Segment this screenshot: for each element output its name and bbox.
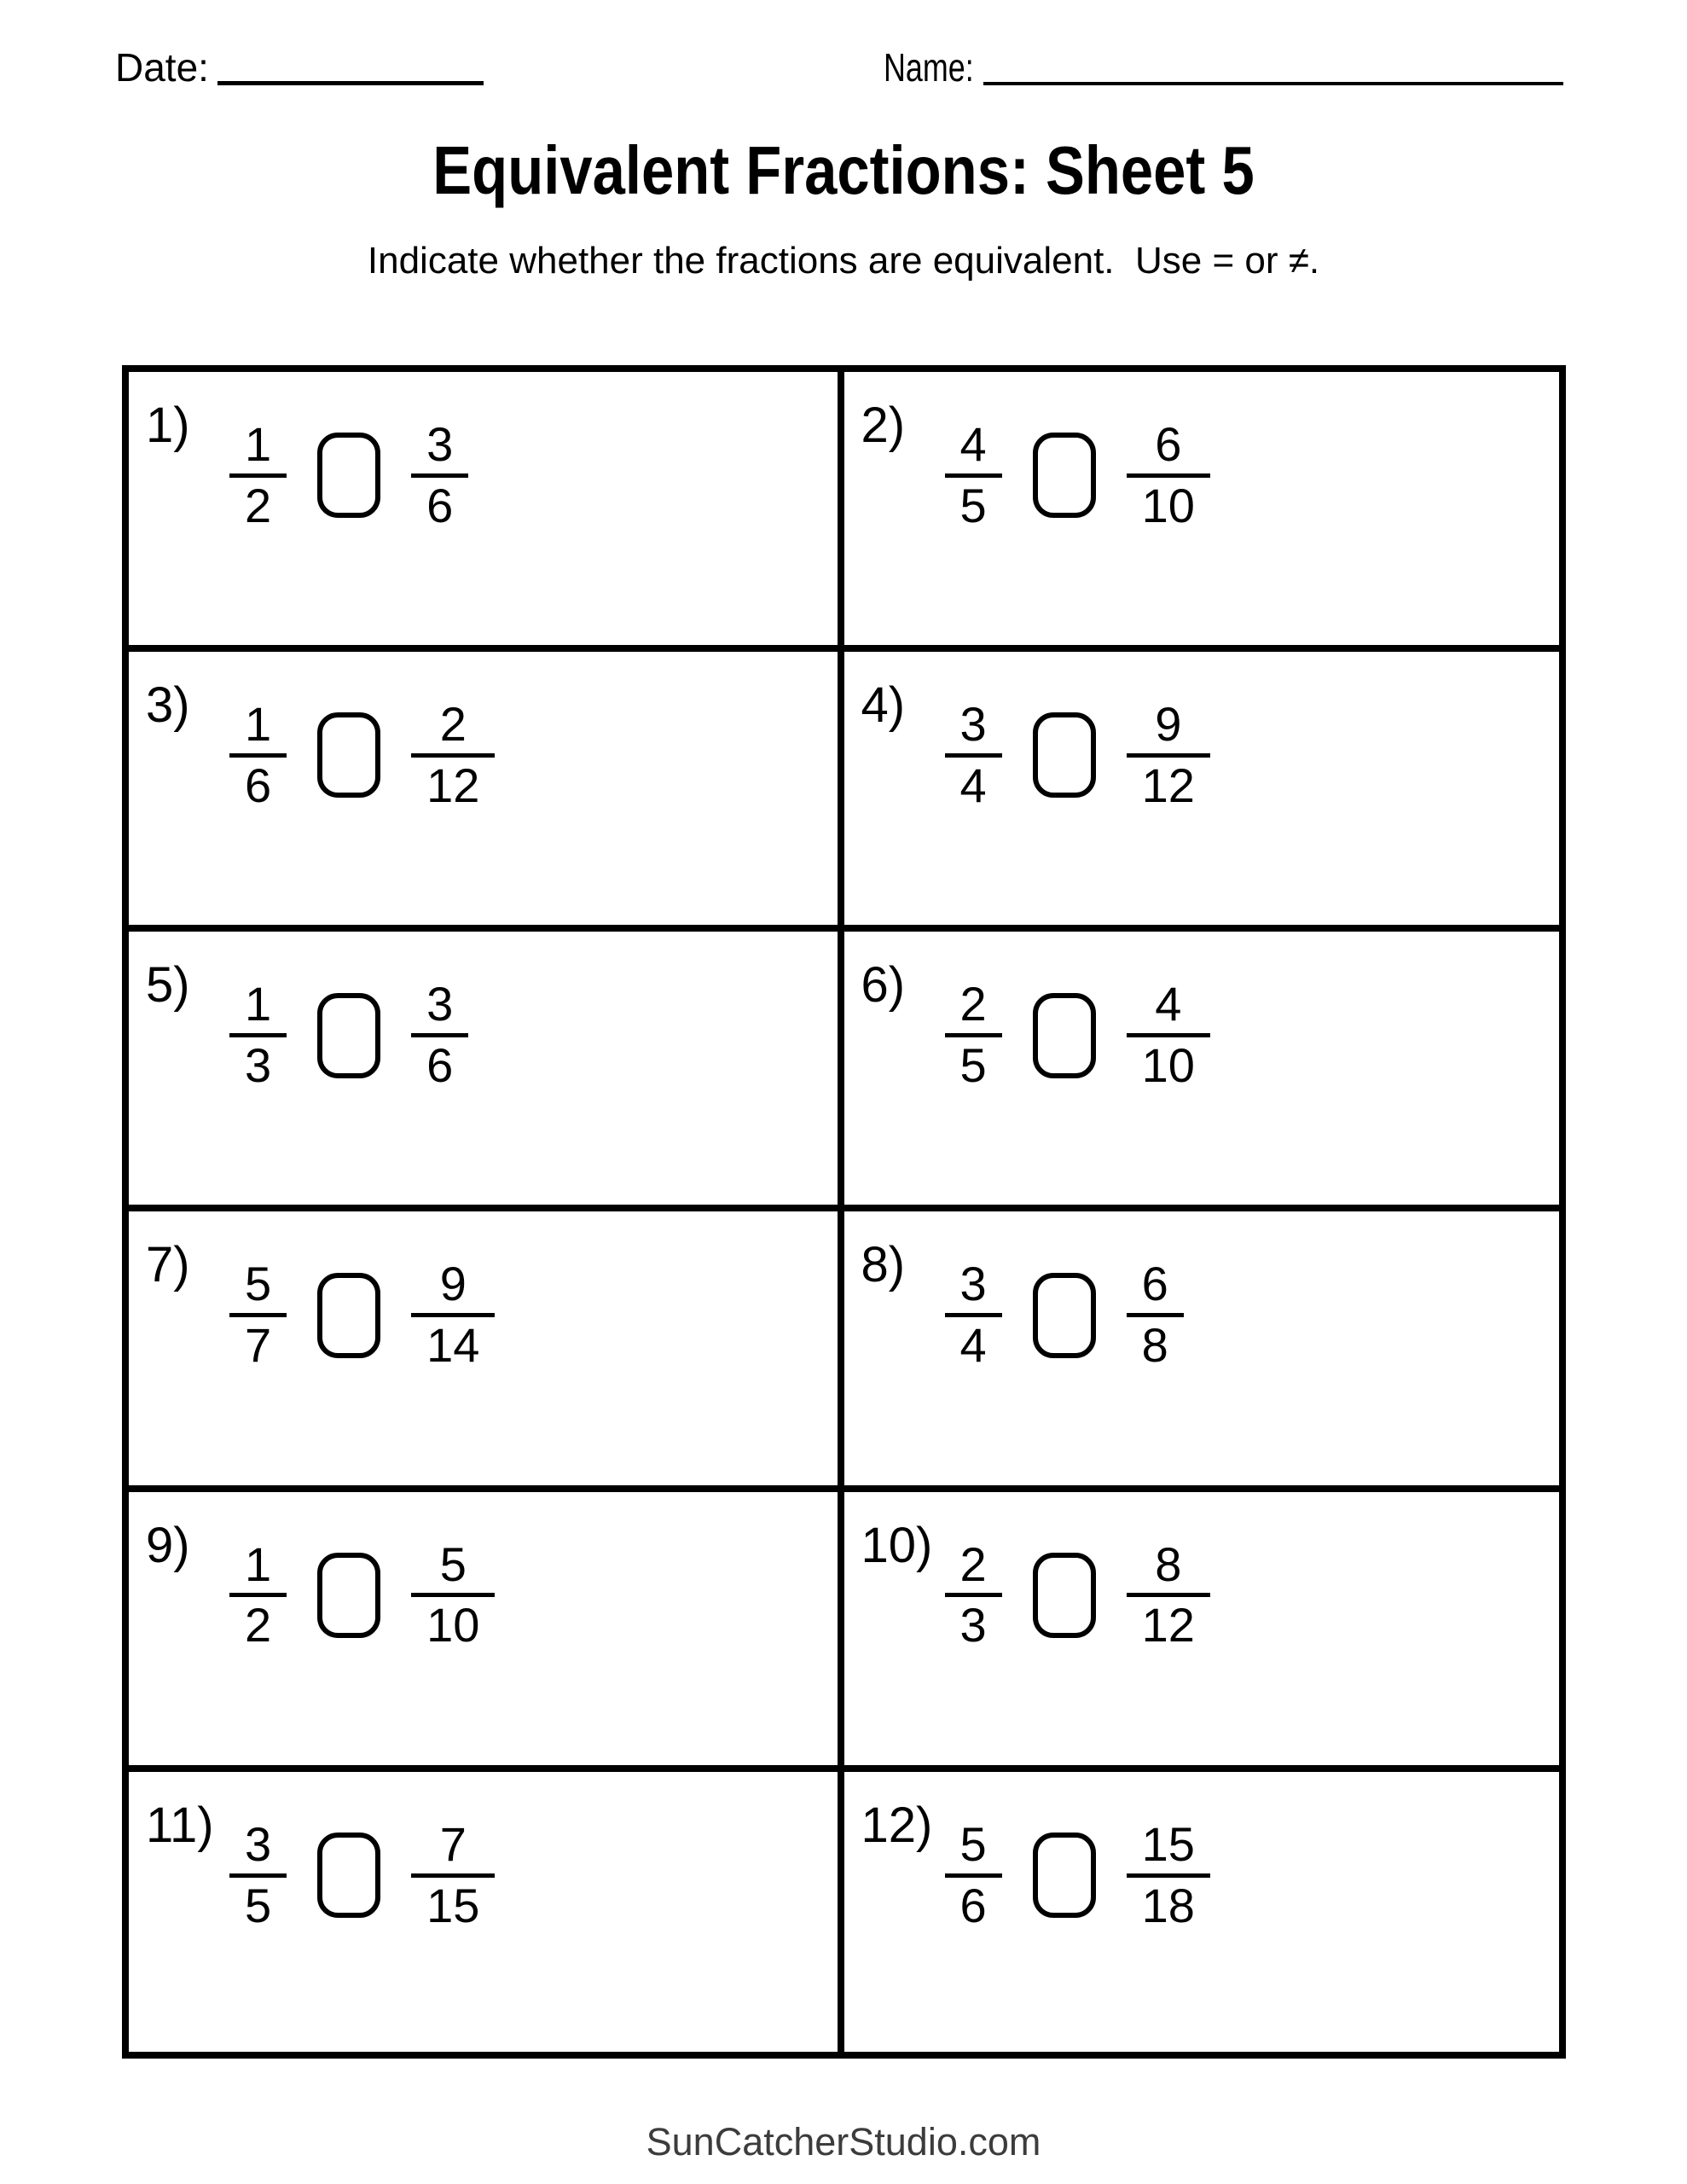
fraction-denominator: 6 xyxy=(426,1038,454,1093)
problem-number: 7) xyxy=(146,1237,190,1293)
problem-number: 2) xyxy=(861,398,906,453)
problem-expression xyxy=(229,1816,495,1932)
answer-box[interactable] xyxy=(317,993,380,1078)
instruction-text: Indicate whether the fractions are equivalent. Use = or ≠. xyxy=(367,240,1320,282)
fraction-denominator: 3 xyxy=(959,1598,987,1653)
fraction-denominator: 6 xyxy=(426,478,454,532)
problem-cell-7 xyxy=(129,1211,844,1491)
fraction-numerator: 5 xyxy=(959,1816,987,1871)
fraction-bar xyxy=(1127,1033,1210,1037)
fraction-bar xyxy=(229,753,287,758)
fraction-denominator: 6 xyxy=(959,1878,987,1932)
fraction-numerator: 3 xyxy=(426,417,454,471)
fraction-left xyxy=(945,417,1002,532)
fraction-left xyxy=(229,979,287,1091)
fraction-bar xyxy=(411,1313,495,1317)
problem-cell-10 xyxy=(844,1492,1560,1772)
problem-expression xyxy=(945,1816,1210,1932)
problem-expression xyxy=(945,979,1210,1091)
fraction-numerator: 1 xyxy=(245,977,272,1031)
fraction-left xyxy=(229,1816,287,1932)
fraction-numerator: 1 xyxy=(245,697,272,752)
answer-box[interactable] xyxy=(317,712,380,798)
name-field-group xyxy=(884,45,1563,90)
fraction-left xyxy=(229,417,287,532)
fraction-bar xyxy=(411,753,495,758)
fraction-denominator: 18 xyxy=(1141,1878,1195,1932)
problem-number: 10) xyxy=(861,1517,933,1573)
answer-box[interactable] xyxy=(317,1833,380,1918)
fraction-right xyxy=(411,979,468,1091)
fraction-numerator: 7 xyxy=(439,1816,467,1871)
answer-box[interactable] xyxy=(1033,712,1096,798)
fraction-denominator: 10 xyxy=(426,1598,480,1653)
fraction-numerator: 3 xyxy=(959,1257,987,1311)
fraction-right xyxy=(1127,979,1210,1091)
fraction-denominator: 12 xyxy=(1141,758,1195,812)
fraction-left xyxy=(229,1259,287,1371)
answer-box[interactable] xyxy=(1033,1553,1096,1638)
problem-cell-2 xyxy=(844,372,1560,652)
problem-expression xyxy=(945,417,1210,532)
name-label: Name: xyxy=(884,45,974,90)
fraction-numerator: 3 xyxy=(245,1816,272,1871)
problem-cell-1 xyxy=(129,372,844,652)
answer-box[interactable] xyxy=(1033,1833,1096,1918)
fraction-denominator: 14 xyxy=(426,1318,480,1373)
fraction-numerator: 6 xyxy=(1141,1257,1168,1311)
problem-number: 11) xyxy=(146,1797,214,1853)
fraction-denominator: 2 xyxy=(245,478,272,532)
fraction-left xyxy=(945,697,1002,812)
fraction-bar xyxy=(411,473,468,478)
fraction-bar xyxy=(411,1033,468,1037)
date-input-line[interactable] xyxy=(217,81,484,85)
fraction-bar xyxy=(411,1873,495,1878)
problem-cell-11 xyxy=(129,1772,844,2052)
fraction-right xyxy=(1127,1536,1210,1653)
problem-expression xyxy=(229,979,468,1091)
problem-cell-4 xyxy=(844,652,1560,932)
fraction-right xyxy=(411,697,495,812)
problem-cell-5 xyxy=(129,932,844,1211)
fraction-denominator: 5 xyxy=(959,1038,987,1093)
problem-expression xyxy=(945,697,1210,812)
fraction-denominator: 3 xyxy=(245,1038,272,1093)
fraction-left xyxy=(945,1816,1002,1932)
fraction-right xyxy=(411,1816,495,1932)
fraction-numerator: 1 xyxy=(245,417,272,471)
fraction-numerator: 9 xyxy=(439,1257,467,1311)
fraction-denominator: 2 xyxy=(245,1598,272,1653)
fraction-bar xyxy=(229,473,287,478)
problem-cell-3 xyxy=(129,652,844,932)
fraction-numerator: 4 xyxy=(959,417,987,471)
problem-expression xyxy=(229,1536,495,1653)
fraction-denominator: 4 xyxy=(959,1318,987,1373)
answer-box[interactable] xyxy=(317,433,380,518)
fraction-numerator: 5 xyxy=(439,1536,467,1591)
fraction-right xyxy=(1127,1816,1210,1932)
fraction-numerator: 1 xyxy=(245,1536,272,1591)
problem-number: 5) xyxy=(146,957,190,1014)
fraction-bar xyxy=(945,1033,1002,1037)
fraction-right xyxy=(411,1536,495,1653)
problems-grid xyxy=(122,365,1566,2059)
date-label: Date: xyxy=(115,45,209,90)
fraction-numerator: 2 xyxy=(959,1536,987,1591)
fraction-bar xyxy=(1127,1313,1184,1317)
problem-cell-8 xyxy=(844,1211,1560,1491)
problem-number: 8) xyxy=(861,1237,906,1293)
fraction-denominator: 10 xyxy=(1141,478,1195,532)
problem-number: 12) xyxy=(861,1797,933,1853)
fraction-bar xyxy=(1127,1593,1210,1597)
fraction-bar xyxy=(945,1593,1002,1597)
fraction-bar xyxy=(229,1593,287,1597)
fraction-denominator: 10 xyxy=(1141,1038,1195,1093)
fraction-denominator: 6 xyxy=(245,758,272,812)
fraction-denominator: 12 xyxy=(1141,1598,1195,1653)
fraction-bar xyxy=(229,1873,287,1878)
fraction-right xyxy=(1127,697,1210,812)
problem-expression xyxy=(945,1536,1210,1653)
problem-cell-6 xyxy=(844,932,1560,1211)
fraction-numerator: 2 xyxy=(959,977,987,1031)
fraction-bar xyxy=(229,1033,287,1037)
fraction-bar xyxy=(1127,1873,1210,1878)
fraction-right xyxy=(411,417,468,532)
fraction-numerator: 3 xyxy=(426,977,454,1031)
answer-box[interactable] xyxy=(1033,1273,1096,1358)
answer-box[interactable] xyxy=(317,1273,380,1358)
problem-expression xyxy=(945,1259,1184,1371)
fraction-bar xyxy=(411,1593,495,1597)
fraction-bar xyxy=(1127,753,1210,758)
fraction-numerator: 8 xyxy=(1155,1536,1182,1591)
fraction-bar xyxy=(229,1313,287,1317)
fraction-numerator: 5 xyxy=(245,1257,272,1311)
fraction-bar xyxy=(945,753,1002,758)
problem-number: 4) xyxy=(861,677,906,734)
fraction-bar xyxy=(945,473,1002,478)
fraction-numerator: 2 xyxy=(439,697,467,752)
problem-number: 3) xyxy=(146,677,190,734)
fraction-left xyxy=(945,1536,1002,1653)
problem-expression xyxy=(229,1259,495,1371)
fraction-right xyxy=(1127,417,1210,532)
problem-cell-9 xyxy=(129,1492,844,1772)
name-input-line[interactable] xyxy=(983,82,1563,85)
answer-box[interactable] xyxy=(1033,993,1096,1078)
fraction-bar xyxy=(945,1313,1002,1317)
page-title: Equivalent Fractions: Sheet 5 xyxy=(432,132,1255,208)
fraction-denominator: 4 xyxy=(959,758,987,812)
footer-credit: SunCatcherStudio.com xyxy=(646,2120,1041,2164)
fraction-numerator: 3 xyxy=(959,697,987,752)
fraction-denominator: 15 xyxy=(426,1878,480,1932)
problem-number: 9) xyxy=(146,1517,190,1573)
fraction-bar xyxy=(945,1873,1002,1878)
fraction-left xyxy=(229,1536,287,1653)
problem-number: 1) xyxy=(146,398,190,453)
fraction-numerator: 9 xyxy=(1155,697,1182,752)
fraction-right xyxy=(411,1259,495,1371)
fraction-denominator: 7 xyxy=(245,1318,272,1373)
problem-expression xyxy=(229,417,468,532)
answer-box[interactable] xyxy=(1033,433,1096,518)
fraction-denominator: 8 xyxy=(1141,1318,1168,1373)
fraction-numerator: 6 xyxy=(1155,417,1182,471)
fraction-denominator: 5 xyxy=(245,1878,272,1932)
fraction-right xyxy=(1127,1259,1184,1371)
date-field-group xyxy=(115,45,484,90)
fraction-left xyxy=(229,697,287,812)
fraction-denominator: 12 xyxy=(426,758,480,812)
fraction-denominator: 5 xyxy=(959,478,987,532)
fraction-left xyxy=(945,979,1002,1091)
problem-cell-12 xyxy=(844,1772,1560,2052)
fraction-numerator: 15 xyxy=(1141,1816,1195,1871)
problem-number: 6) xyxy=(861,957,906,1014)
fraction-left xyxy=(945,1259,1002,1371)
problem-expression xyxy=(229,697,495,812)
fraction-bar xyxy=(1127,473,1210,478)
fraction-numerator: 4 xyxy=(1155,977,1182,1031)
answer-box[interactable] xyxy=(317,1553,380,1638)
